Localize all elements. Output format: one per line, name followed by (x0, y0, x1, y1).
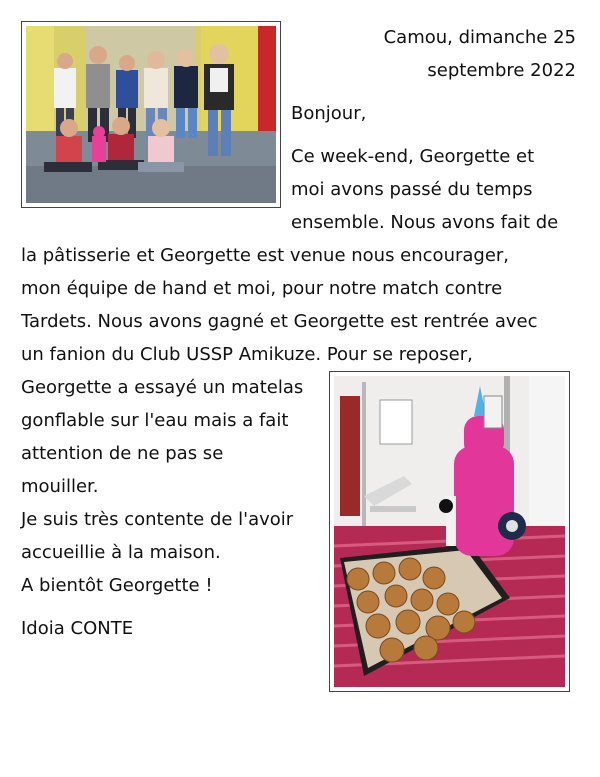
pinata-cookies-image (334, 376, 565, 687)
letter-signature: Idoia CONTE (21, 618, 134, 639)
letter-body-line-5: mon équipe de hand et moi, pour notre match contre (21, 278, 503, 299)
letter-body-line-4: la pâtisserie et Georgette est venue nous encourager, (21, 245, 510, 266)
letter-body-line-7: un fanion du Club USSP Amikuze. Pour se reposer, (21, 344, 473, 365)
letter-date-line2: septembre 2022 (427, 60, 576, 81)
letter-body-line-11: mouiller. (21, 476, 99, 497)
letter-body-line-9: gonflable sur l'eau mais a fait (21, 410, 289, 431)
letter-body-line-12: Je suis très contente de l'avoir (21, 509, 294, 530)
letter-body-line-10: attention de ne pas se (21, 443, 224, 464)
letter-body-line-8: Georgette a essayé un matelas (21, 377, 304, 398)
letter-body-line-2: moi avons passé du temps (291, 179, 533, 200)
letter-body-line-14: A bientôt Georgette ! (21, 575, 213, 596)
team-photo-image (26, 26, 276, 203)
letter-body-line-3: ensemble. Nous avons fait de (291, 212, 559, 233)
letter-greeting: Bonjour, (291, 103, 367, 124)
letter-body-line-1: Ce week-end, Georgette et (291, 146, 535, 167)
letter-body-line-13: accueillie à la maison. (21, 542, 221, 563)
letter-body-line-6: Tardets. Nous avons gagné et Georgette est rentrée avec (21, 311, 538, 332)
team-photo (21, 21, 281, 208)
letter-date-line1: Camou, dimanche 25 (383, 27, 576, 48)
pinata-cookies-photo (329, 371, 570, 692)
